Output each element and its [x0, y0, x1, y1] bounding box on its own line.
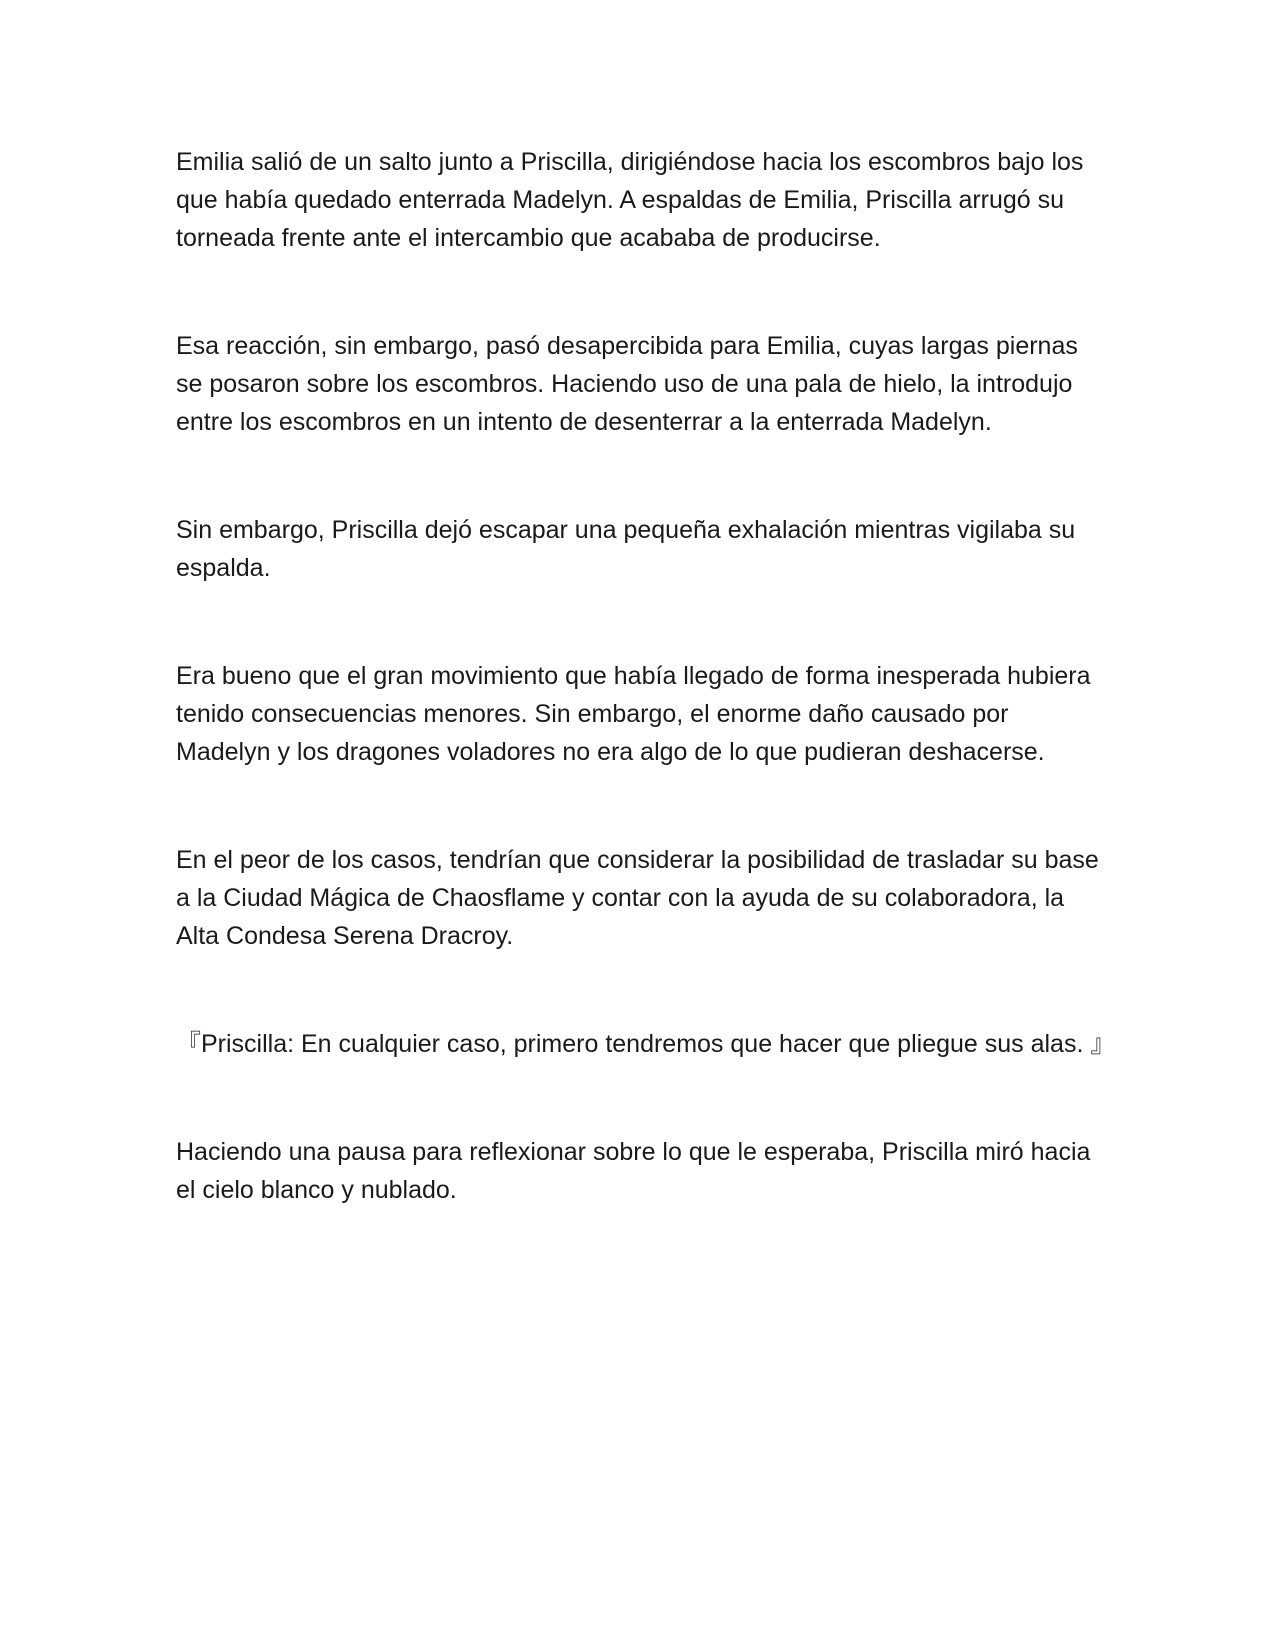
paragraph-3: Sin embargo, Priscilla dejó escapar una pequeña exhalación mientras vigilaba su espalda. — [176, 516, 1076, 582]
dialogue-paragraph: 『Priscilla: En cualquier caso, primero tendremos que hacer que pliegue sus alas. 』 — [176, 1030, 1116, 1058]
paragraph-4: Era bueno que el gran movimiento que había llegado de forma inesperada hubiera tenido consecuencias menores. Sin embargo, el enorme daño causado por Madelyn y los dragones voladores no era algo de lo que pudieran deshacerse. — [176, 662, 1091, 766]
paragraph-7: Haciendo una pausa para reflexionar sobre lo que le esperaba, Priscilla miró hacia el cielo blanco y nublado. — [176, 1138, 1091, 1204]
paragraph-1: Emilia salió de un salto junto a Priscilla, dirigiéndose hacia los escombros bajo los que había quedado enterrada Madelyn. A espaldas de Emilia, Priscilla arrugó su torneada frente ante el intercambio que acababa de producirse. — [176, 148, 1084, 252]
paragraph-5: En el peor de los casos, tendrían que considerar la posibilidad de trasladar su base a la Ciudad Mágica de Chaosflame y contar con la ayuda de su colaboradora, la Alta Condesa Serena Dracroy. — [176, 846, 1099, 950]
document-body — [176, 143, 1116, 1279]
paragraph-2: Esa reacción, sin embargo, pasó desapercibida para Emilia, cuyas largas piernas se posaron sobre los escombros. Haciendo uso de una pala de hielo, la introdujo entre los escombros en un intento de desenterrar a la enterrada Madelyn. — [176, 332, 1078, 436]
